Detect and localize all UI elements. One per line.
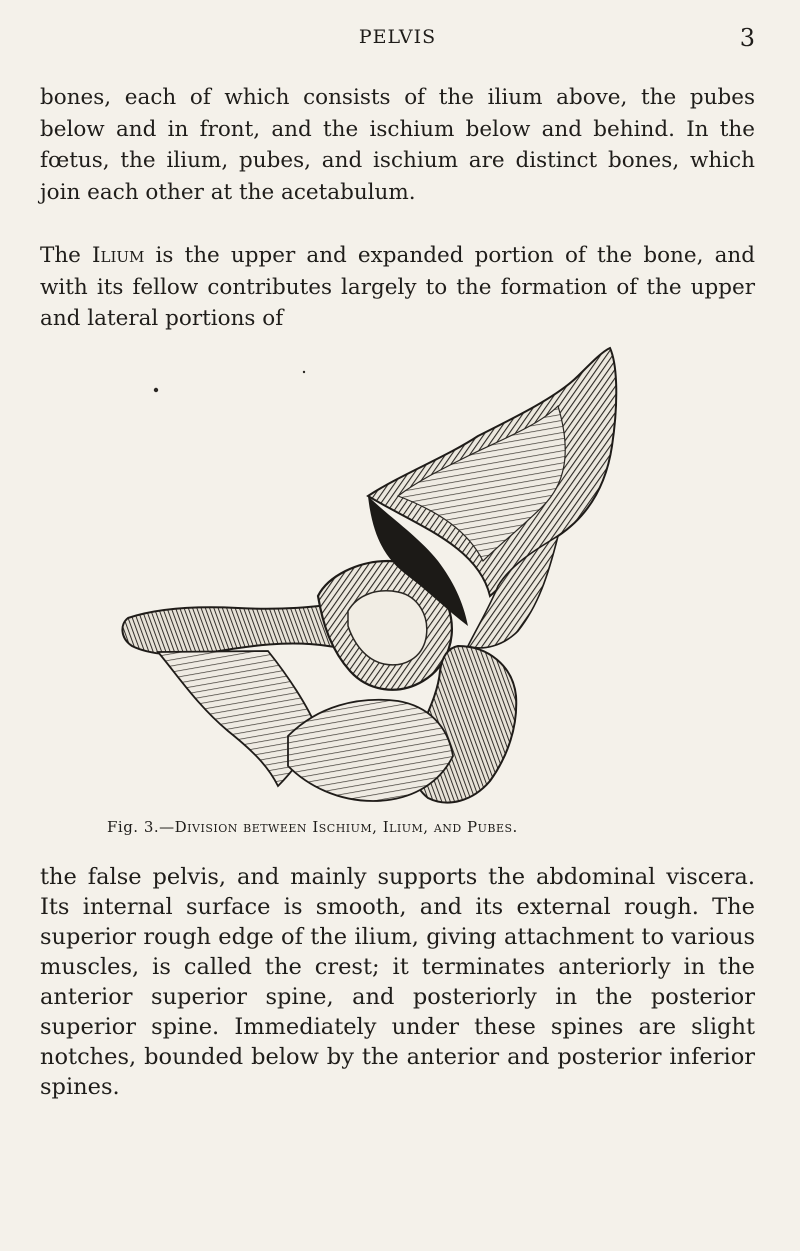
pelvis-bone-illustration [118,346,638,814]
speck [303,371,305,373]
running-head: PELVIS [358,26,437,48]
figure-caption [107,818,707,836]
paragraph-2-rest: is the upper and expanded portion of the bone, and with its fellow contributes largely to the formation of the upper and lateral portions of [40,243,755,331]
figure-number: Fig. 3.— [107,818,175,836]
page-header [40,24,755,52]
speck [154,388,158,392]
paragraph-1: bones, each of which consists of the ilium above, the pubes below and in front, and the ischium below and behind. In the fœtus, the ilium, pubes, and ischium are distinct bones, which join each other at the acetabulum. [40,85,755,205]
term-ilium: Ilium [92,243,145,268]
paragraph-2 [40,240,755,335]
figure-caption-text: Division between Ischium, Ilium, and Pubes. [174,818,518,836]
ischial-tuberosity [288,700,453,801]
paragraph-3: the false pelvis, and mainly supports the abdominal viscera. Its internal surface is smooth, and its external rough. The superior rough edge of the ilium, giving attachment to various muscles, is called the crest; it terminates anteriorly in the anterior superior spine, and posteriorly in the posterior superior spine. Immediately under these spines are slight notches, bounded below by the anterior and posterior inferior spines. [40,864,755,1100]
paragraph-2-lead: The [40,243,93,268]
page-number: 3 [739,24,755,52]
